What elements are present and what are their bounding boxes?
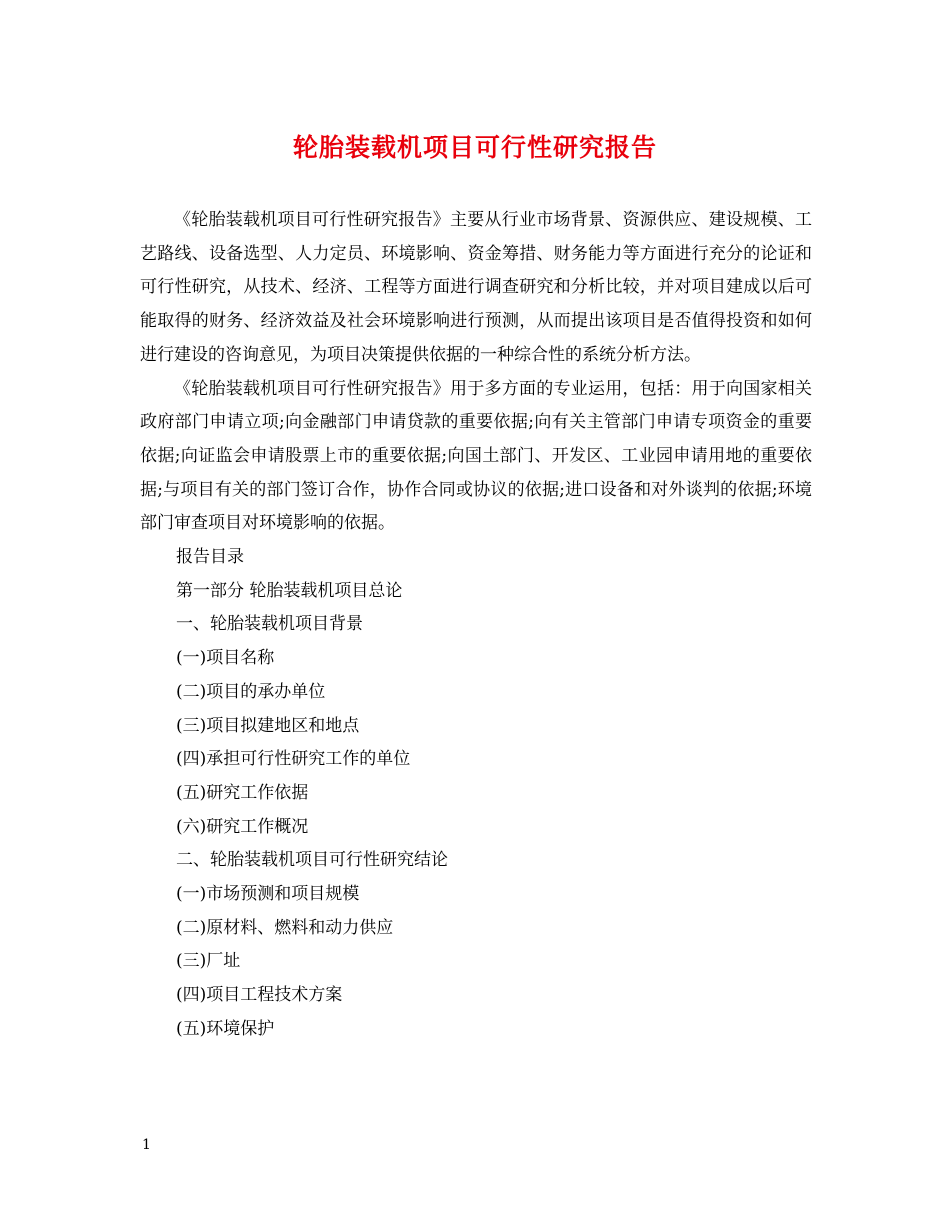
document-title: 轮胎装载机项目可行性研究报告 <box>292 133 657 162</box>
toc-line: 第一部分 轮胎装载机项目总论 <box>176 580 403 601</box>
toc-heading: 报告目录 <box>176 547 244 568</box>
toc-line: (四)承担可行性研究工作的单位 <box>176 749 411 770</box>
toc-line: (一)市场预测和项目规模 <box>176 884 360 905</box>
toc-line: (五)研究工作依据 <box>176 782 309 803</box>
page-number: 1 <box>142 1137 151 1153</box>
usage-paragraph: 《轮胎装载机项目可行性研究报告》用于多方面的专业运用，包括：用于向国家相关政府部门申请立项;向金融部门申请贷款的重要依据;向有关主管部门申请专项资金的重要依据;向证监会申请股票上市的重要依据;向国土部门、开发区、工业园申请用地的重要依据;与项目有关的部门签订合作，协作合同或协议的依据;进口设备和对外谈判的依据;环境部门审查项目对环境影响的依据。 <box>140 378 812 534</box>
toc-line: 二、轮胎装载机项目可行性研究结论 <box>176 850 448 871</box>
toc-line: (五)环境保护 <box>176 1018 275 1039</box>
intro-paragraph: 《轮胎装载机项目可行性研究报告》主要从行业市场背景、资源供应、建设规模、工艺路线、设备选型、人力定员、环境影响、资金筹措、财务能力等方面进行充分的论证和可行性研究，从技术、经济、工程等方面进行调查研究和分析比较，并对项目建成以后可能取得的财务、经济效益及社会环境影响进行预测，从而提出该项目是否值得投资和如何进行建设的咨询意见，为项目决策提供依据的一种综合性的系统分析方法。 <box>140 210 812 365</box>
toc-line: (一)项目名称 <box>176 648 275 669</box>
toc-line: (三)厂址 <box>176 951 241 972</box>
document-body <box>140 204 812 1047</box>
toc-line: (二)原材料、燃料和动力供应 <box>176 917 394 938</box>
table-of-contents <box>140 541 812 1047</box>
toc-line: (四)项目工程技术方案 <box>176 985 343 1006</box>
toc-line: 一、轮胎装载机项目背景 <box>176 614 363 635</box>
toc-line: (六)研究工作概况 <box>176 816 309 837</box>
toc-line: (二)项目的承办单位 <box>176 681 326 702</box>
toc-line: (三)项目拟建地区和地点 <box>176 715 360 736</box>
